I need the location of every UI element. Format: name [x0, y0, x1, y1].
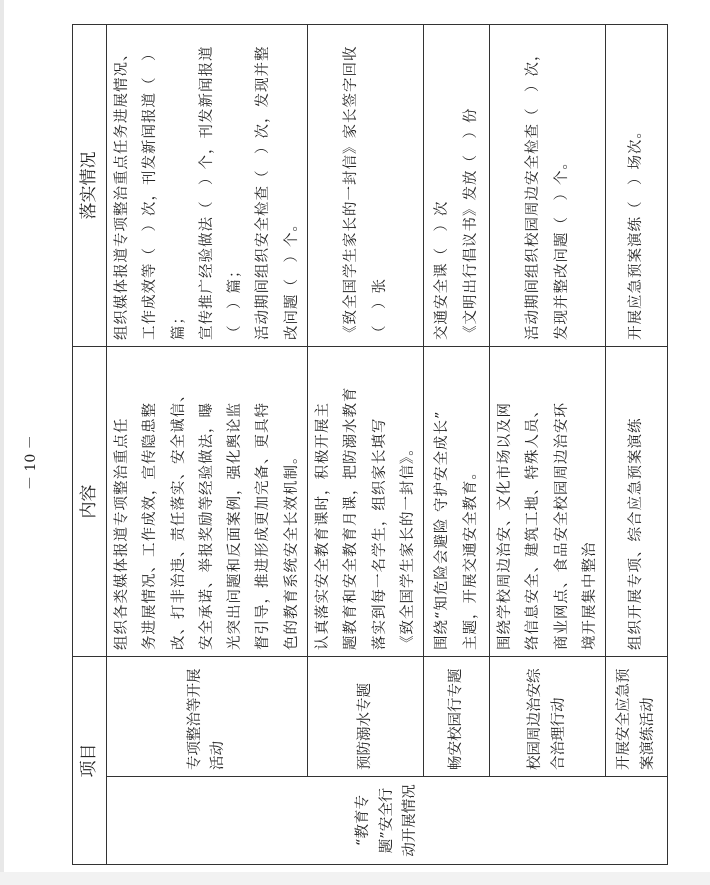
content-line: 络信息安全、建筑工地、特殊人员、 [525, 402, 542, 650]
table-row [606, 25, 668, 865]
content-line: 境开展集中整治 [581, 541, 598, 650]
status-line: 改问题（ ）个。 [283, 216, 300, 340]
status-line: 工作成效等（ ）次，刊发新闻报道（ ） [142, 45, 159, 340]
status-line: 《致全国学生家长的一封信》家长签字回收 [343, 45, 360, 340]
status-line: 活动期间组织安全检查（ ）次，发现并整 [255, 45, 272, 340]
content-cell [107, 347, 308, 657]
status-cell [490, 25, 606, 347]
content-line: 改、打非治违、责任落实、安全诚信、 [170, 386, 187, 650]
content-line: 商业网点、食品安全校园周边治安环 [553, 402, 570, 650]
content-cell [308, 347, 424, 657]
content-line: 主题，开展交通安全教育。 [462, 464, 479, 650]
content-cell [606, 347, 668, 657]
status-line: （ ）张 [371, 278, 388, 340]
header-item: 项目 [73, 657, 107, 865]
table-row [490, 25, 606, 865]
status-cell [606, 25, 668, 347]
header-content: 内容 [73, 347, 107, 657]
header-status: 落实情况 [73, 25, 107, 347]
status-cell [424, 25, 490, 347]
content-cell [424, 347, 490, 657]
table-row [424, 25, 490, 865]
task-table [72, 24, 668, 865]
status-line: 发现并整改问题（ ）个。 [553, 154, 570, 340]
item-cell: 校园周边治安综合治理行动 [490, 657, 606, 777]
status-line: 交通安全课（ ）次 [434, 200, 451, 340]
category-cell: “教育专题”安全行动开展情况 [107, 777, 668, 865]
content-line: 组织开展专项、综合应急预案演练 [628, 417, 645, 650]
content-cell [490, 347, 606, 657]
page-number: － 10 － [23, 435, 39, 490]
item-cell: 畅安校园行专题 [424, 657, 490, 777]
content-line: 题教育和安全教育月课，把防溺水教育 [343, 386, 360, 650]
status-line: 开展应急预案演练（ ）场次。 [628, 123, 645, 340]
item-cell: 预防溺水专题 [308, 657, 424, 777]
header-row [73, 25, 107, 865]
table-row [308, 25, 424, 865]
status-line: （ ）篇； [227, 262, 244, 340]
content-line: 认真落实安全教育课时，积极开展主 [315, 402, 331, 650]
item-cell: 开展安全应急预案演练活动 [606, 657, 668, 777]
status-line: 宣传推广经验做法（ ）个，刊发新闻报道 [198, 45, 215, 340]
status-line: 篇； [170, 309, 187, 340]
status-line: 《文明出行倡议书》发放（ ）份 [462, 107, 479, 340]
content-line: 督引导，推进形成更加完备、更具特 [255, 402, 272, 650]
status-cell [308, 25, 424, 347]
content-line: 围绕学校周边治安、文化市场以及网 [497, 402, 514, 650]
content-line: 组织各类媒体报道专项整治重点任 [114, 417, 131, 650]
item-cell: 专项整治等开展活动 [107, 657, 308, 777]
status-line: 活动期间组织校园周边安全检查（ ）次， [525, 45, 542, 340]
content-line: 务进展情况、工作成效，宣传隐患整 [142, 402, 159, 650]
content-line: 安全承诺、举报奖励等经验做法，曝 [198, 402, 215, 650]
table-row [107, 25, 308, 865]
content-line: 《致全国学生家长的一封信》。 [399, 440, 416, 650]
status-cell [107, 25, 308, 347]
status-line: 组织媒体报道专项整治重点任务进展情况、 [114, 45, 131, 340]
content-line: 光突出问题和反面案例，强化舆论监 [227, 402, 244, 650]
content-line: 围绕“知危险会避险 守护安全成长” [434, 410, 451, 650]
content-line: 色的教育系统安全长效机制。 [283, 448, 300, 650]
content-line: 落实到每一名学生，组织家长填写 [371, 417, 388, 650]
